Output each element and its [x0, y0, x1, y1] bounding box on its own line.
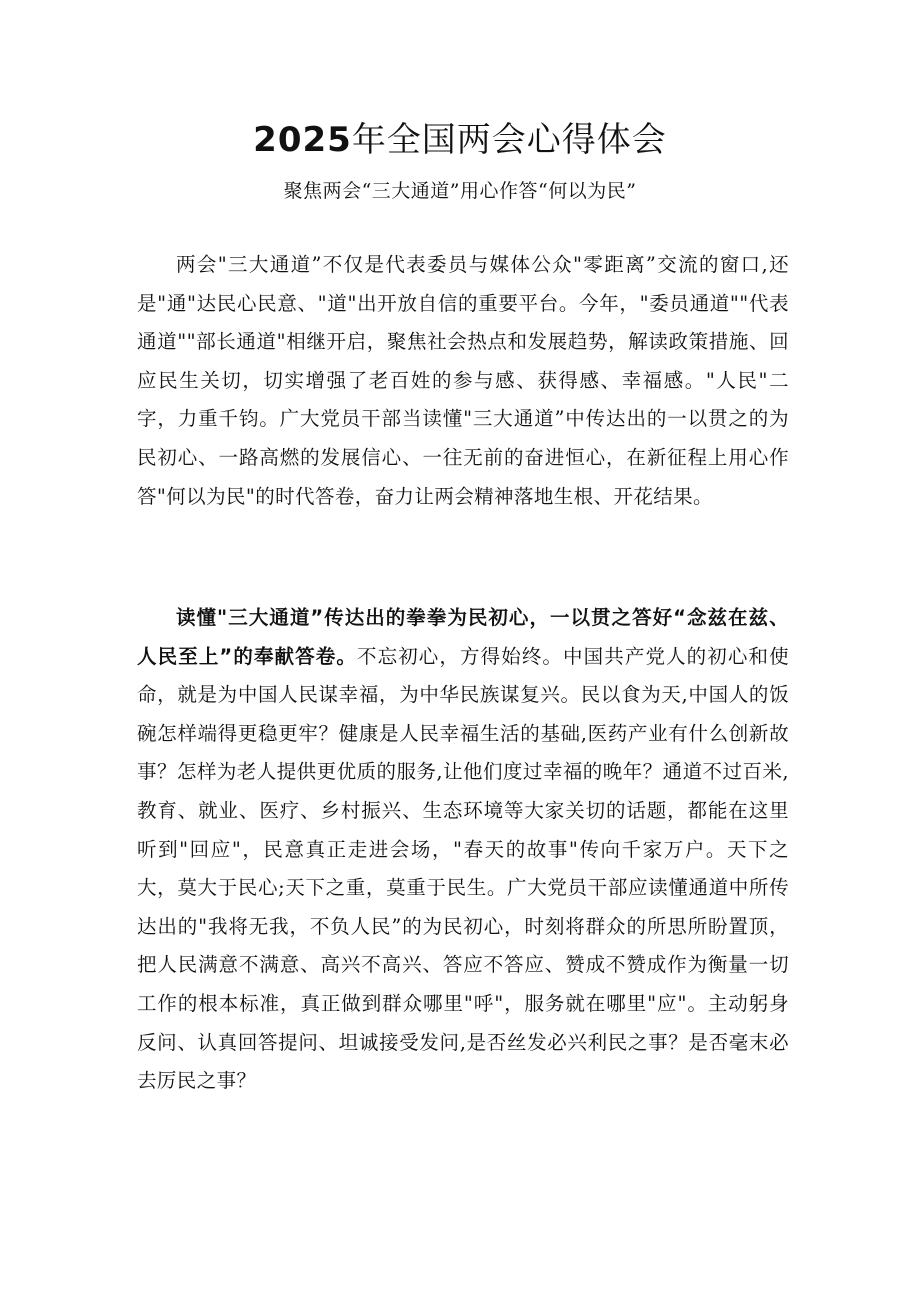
paragraph-body-text: 不忘初心，方得始终。中国共产党人的初心和使命，就是为中国人民谋幸福，为中华民族谋复兴。民以食为天,中国人的饭碗怎样端得更稳更牢？健康是人民幸福生活的基础,医药产业有什么创新故事？怎样为老人提供更优质的服务,让他们度过幸福的晚年？通道不过百米,教育、就业、医疗、乡村振兴、生态环境等大家关切的话题，都能在这里听到"回应"，民意真正走进会场，"春天的故事"传向千家万户。天下之大，莫大于民心;天下之重，莫重于民生。广大党员干部应读懂通道中所传达出的"我将无我，不负人民”的为民初心，时刻将群众的所思所盼置顶，把人民满意不满意、高兴不高兴、答应不答应、赞成不赞成作为衡量一切工作的根本标准，真正做到群众哪里"呼"，服务就在哪里"应"。主动躬身反问、认真回答提问、坦诚接受发问,是否丝发必兴利民之事？是否毫末必去厉民之事？: [137, 644, 789, 1093]
title-text: 年全国两会心得体会: [351, 120, 667, 160]
paragraph-lead-sentence: 读懂"三大通道”传达出的拳拳为民初心，一以贯之答好“念兹在兹、人民至上”的奉献答卷。: [137, 606, 789, 668]
body-paragraph-1: 两会"三大通道”不仅是代表委员与媒体公众"零距离”交流的窗口,还是"通"达民心民意、"道"出开放自信的重要平台。今年，"委员通道""代表通道""部长通道"相继开启，聚焦社会热点和发展趋势，解读政策措施、回应民生关切，切实增强了老百姓的参与感、获得感、幸福感。"人民"二字，力重千钧。广大党员干部当读懂"三大通道”中传达出的一以贯之的为民初心、一路高燃的发展信心、一往无前的奋进恒心，在新征程上用心作答"何以为民"的时代答卷，奋力让两会精神落地生根、开花结果。: [137, 253, 789, 508]
title-year: 2025: [253, 120, 352, 160]
document-subtitle: 聚焦两会“三大通道”用心作答“何以为民”: [283, 180, 637, 202]
body-paragraph-2: [137, 599, 789, 1101]
document-title: [0, 112, 920, 161]
